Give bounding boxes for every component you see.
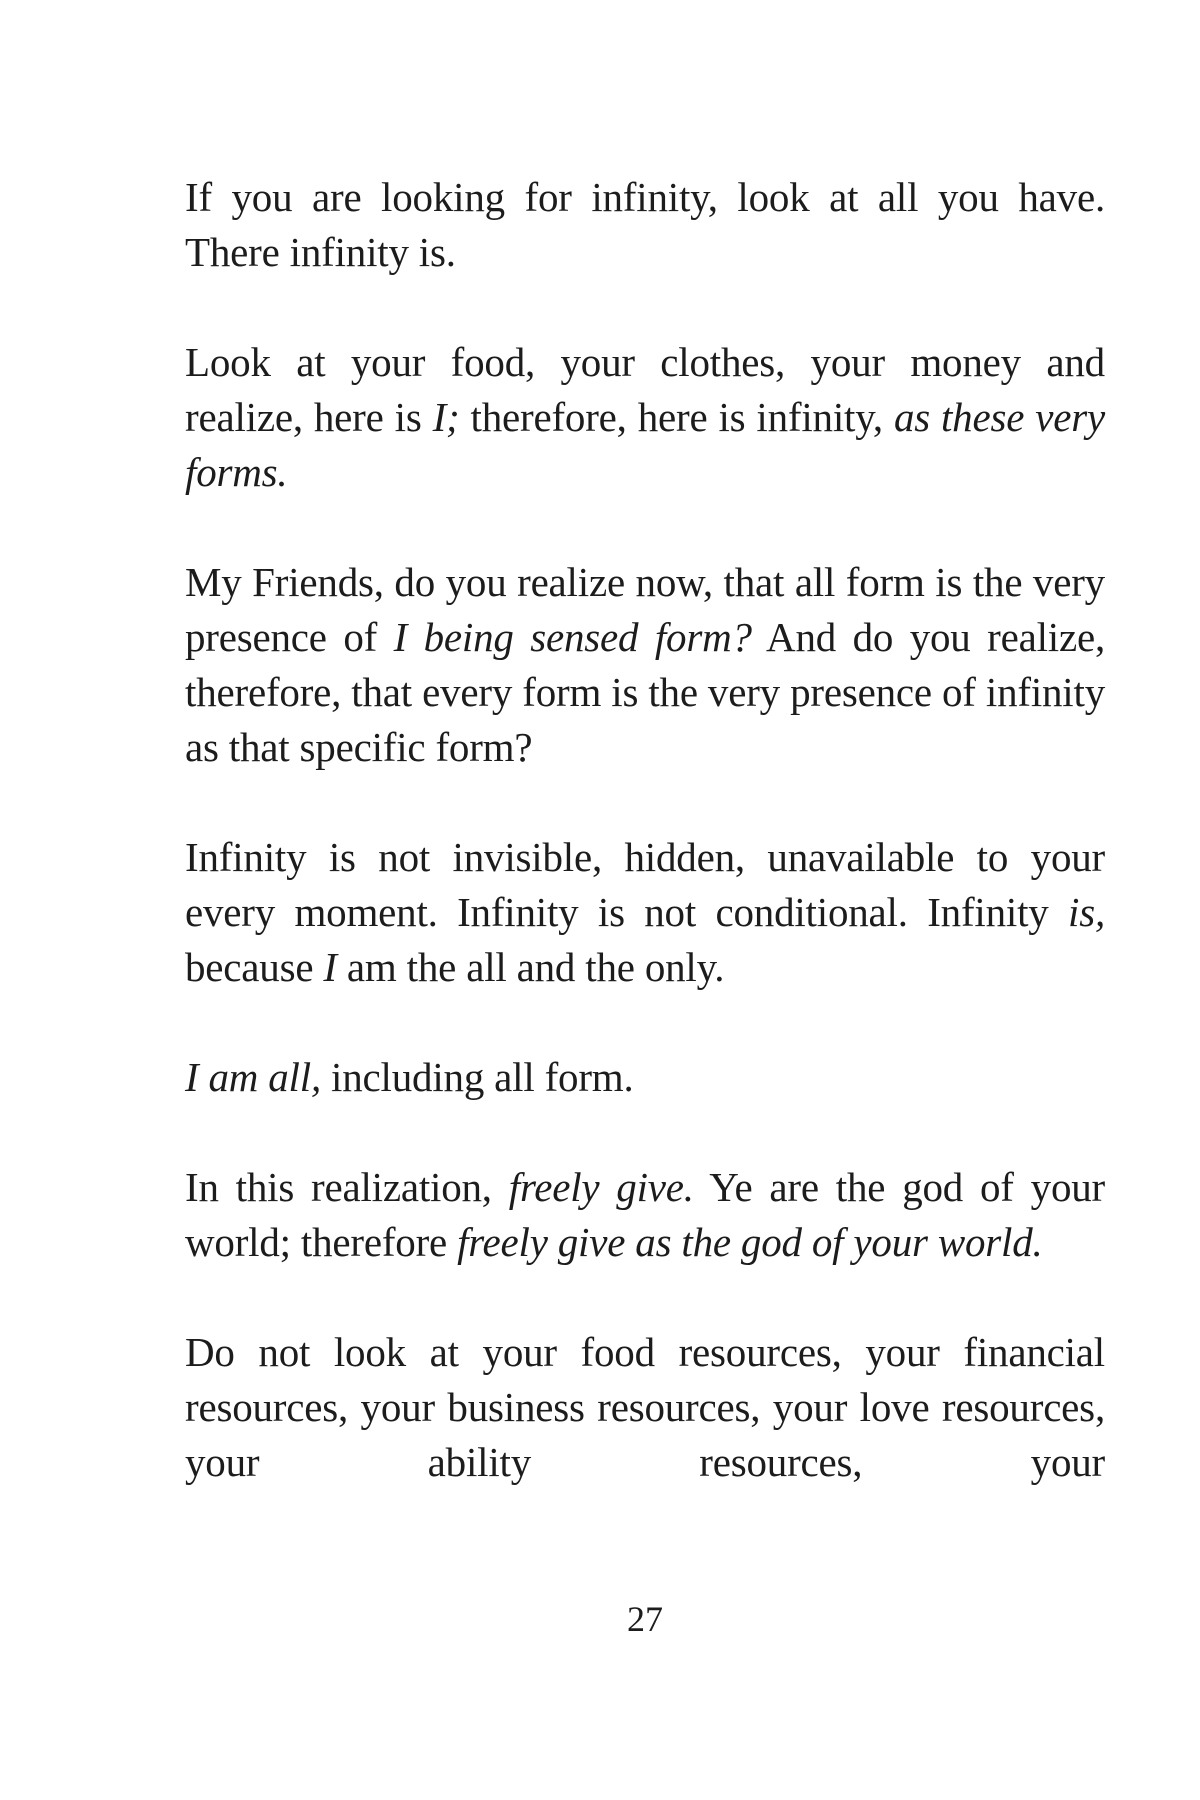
text-run: because [185, 944, 324, 990]
text-run: freely give. [508, 1164, 694, 1210]
text-run: I; [432, 394, 460, 440]
paragraph [185, 335, 1105, 500]
text-run: is, [1068, 889, 1105, 935]
paragraph [185, 1160, 1105, 1270]
text-run: Look at your food, your clothes, your money and realize, here is [185, 339, 1105, 440]
page-footer [185, 1597, 1105, 1641]
text-run: In this realization, [185, 1164, 509, 1210]
paragraph [185, 1050, 1105, 1105]
text-run: freely give as the god of your world. [457, 1219, 1043, 1265]
page-text [185, 170, 1105, 1490]
paragraph [185, 555, 1105, 775]
text-run: I [323, 944, 337, 990]
text-run: Infinity is not invisible, hidden, unavailable to your every moment. Infinity is not conditional. Infinity [185, 834, 1105, 935]
paragraph [185, 1325, 1105, 1490]
paragraph [185, 170, 1105, 280]
text-run: And do you realize, therefore, that every form is the very presence of infinity as that specific form? [185, 614, 1105, 770]
text-run: including all form. [321, 1054, 634, 1100]
text-run: I am all, [185, 1054, 321, 1100]
page-number: 27 [627, 1599, 663, 1639]
text-run: Do not look at your food resources, your financial resources, your business resources, your love resources, your ability resources, your [185, 1329, 1105, 1485]
paragraph [185, 830, 1105, 995]
text-run: therefore, here is infinity, [459, 394, 894, 440]
text-run: My Friends, do you realize now, that all form is the very presence of [185, 559, 1105, 660]
text-run: If you are looking for infinity, look at all you have. There infinity is. [185, 174, 1105, 275]
text-run: as these very forms. [185, 394, 1105, 495]
text-run: I being sensed form? [393, 614, 752, 660]
text-run: Ye are the god of your world; therefore [185, 1164, 1106, 1265]
text-run: am the all and the only. [336, 944, 725, 990]
